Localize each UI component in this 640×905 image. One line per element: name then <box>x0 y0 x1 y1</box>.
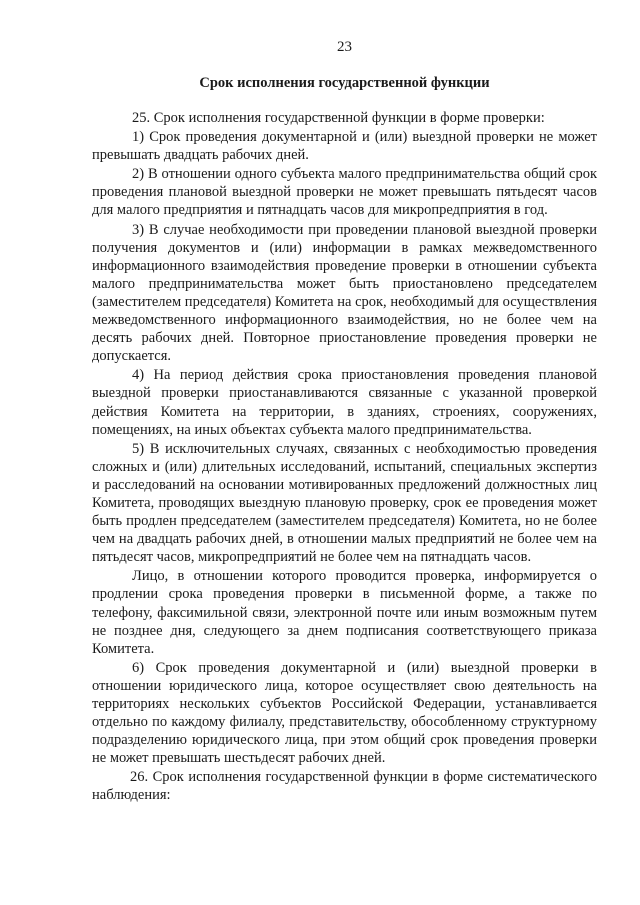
paragraph-item-6: 6) Срок проведения документарной и (или) выездной проверки в отношении юридического лица, которое осуществляет свою деятельность на территориях нескольких субъектов Российской Федерации, устанавливается отдельно по каждому филиалу, представительству, обособленному структурному подразделению юридического лица, при этом общий срок проведения проверки не может превышать шестьдесят рабочих дней. <box>92 659 597 767</box>
paragraph-notification: Лицо, в отношении которого проводится проверка, информируется о продлении срока проведения проверки в письменной форме, а также по телефону, факсимильной связи, электронной почте или иным возможным путем не позднее дня, следующего за днем подписания соответствующего приказа Комитета. <box>92 568 597 657</box>
document-page <box>92 38 597 806</box>
paragraph-26: 26. Срок исполнения государственной функции в форме систематического наблюдения: <box>92 769 597 804</box>
paragraph-item-4: 4) На период действия срока приостановления проведения плановой выездной проверки приостанавливаются связанные с указанной проверкой действия Комитета на территории, в зданиях, строениях, сооружениях, помещениях, на иных объектах субъекта малого предпринимательства. <box>92 367 597 438</box>
paragraph-item-3: 3) В случае необходимости при проведении плановой выездной проверки получения документов и (или) информации в рамках межведомственного информационного взаимодействия проведение проверки в отношении субъекта малого предпринимательства может быть приостановлено председателем (заместителем председателя) Комитета на срок, необходимый для осуществления межведомственного информационного взаимодействия, но не более чем на десять рабочих дней. Повторное приостановление проведения проверки не допускается. <box>92 221 597 365</box>
section-heading: Срок исполнения государственной функции <box>199 75 490 91</box>
paragraph-25: 25. Срок исполнения государственной функции в форме проверки: <box>132 110 545 126</box>
page-number: 23 <box>337 39 352 55</box>
paragraph-item-5: 5) В исключительных случаях, связанных с необходимостью проведения сложных и (или) длительных исследований, испытаний, специальных экспертиз и расследований на основании мотивированных предложений должностных лиц Комитета, проводящих выездную плановую проверку, срок ее проведения может быть продлен председателем (заместителем председателя) Комитета, но не более чем на двадцать рабочих дней, в отношении малых предприятий не более чем на пятьдесят часов, микропредприятий не более чем на пятнадцать часов. <box>92 440 597 566</box>
paragraph-item-2: 2) В отношении одного субъекта малого предпринимательства общий срок проведения плановой выездной проверки не может превышать пятьдесят часов для малого предприятия и пятнадцать часов для микропредприятия в год. <box>92 166 597 219</box>
paragraph-item-1: 1) Срок проведения документарной и (или) выездной проверки не может превышать двадцать рабочих дней. <box>92 129 597 164</box>
